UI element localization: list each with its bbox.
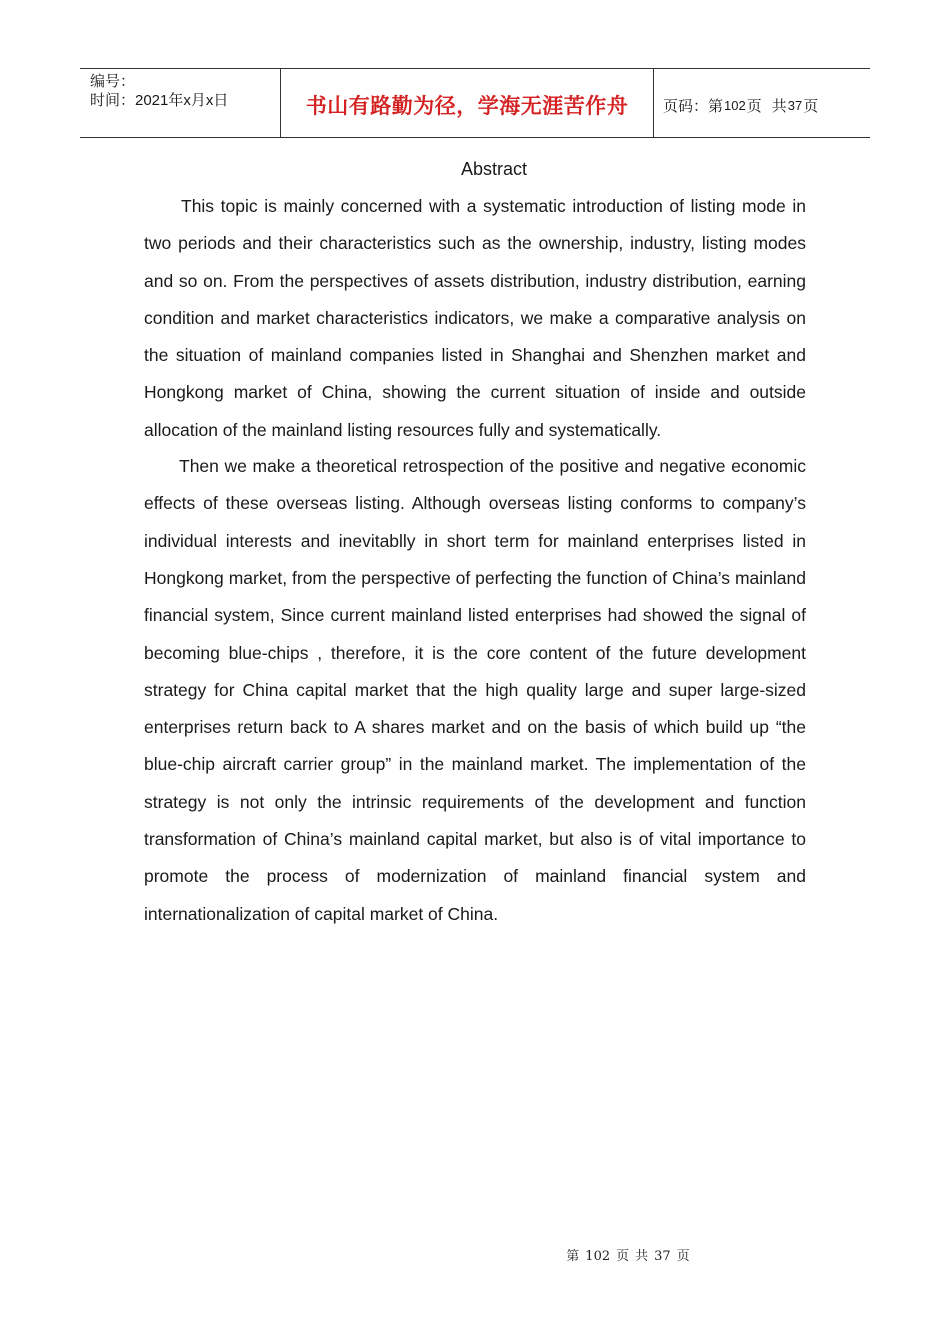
- footer-page-current: 102: [585, 1249, 611, 1264]
- document-title: Abstract: [460, 159, 528, 179]
- document-body: [144, 188, 806, 933]
- footer-total-unit: 页: [676, 1249, 690, 1264]
- paragraph: Then we make a theoretical retrospection of the positive and negative economic effects of these overseas listing. Although overseas listing conforms to company’s individual interests and inevitablly in short term for mainland enterprises listed in Hongkong market, from the perspective of perfecting the function of China’s mainland financial system, Since current mainland listed enterprises had showed the signal of becoming blue-chips , therefore, it is the core content of the future development strategy for China capital market that the high quality large and super large-sized enterprises return back to A shares market and on the basis of which build up “the blue-chip aircraft carrier group” in the mainland market. The implementation of the strategy is not only the intrinsic requirements of the development and function transformation of China’s mainland capital market, but also is of vital importance to promote the process of modernization of mainland financial system and internationalization of capital market of China.: [144, 456, 806, 924]
- serial-number-label: 编号：: [90, 73, 136, 90]
- header-meta-cell: [80, 69, 281, 137]
- page-footer: [0, 1245, 950, 1264]
- header-page-info: [654, 69, 870, 137]
- footer-prefix: 第: [566, 1249, 580, 1264]
- header-page-total: 37: [787, 97, 803, 113]
- page-header: [80, 68, 870, 138]
- footer-unit: 页: [616, 1249, 630, 1264]
- header-total-unit: 页: [803, 97, 819, 115]
- footer-total-label: 共: [635, 1249, 649, 1264]
- header-total-label: 共: [771, 97, 787, 115]
- footer-page-total: 37: [654, 1249, 671, 1264]
- header-page-current: 102: [724, 97, 746, 113]
- header-page-label: 页码：第: [663, 97, 724, 115]
- header-page-unit: 页: [746, 97, 762, 115]
- date-label: 时间：2021年x月x日: [90, 92, 229, 109]
- header-motto: 书山有路勤为径，学海无涯苦作舟: [281, 69, 654, 137]
- paragraph: This topic is mainly concerned with a systematic introduction of listing mode in two periods and their characteristics such as the ownership, industry, listing modes and so on. From the perspectives of assets distribution, industry distribution, earning condition and market characteristics indicators, we make a comparative analysis on the situation of mainland companies listed in Shanghai and Shenzhen market and Hongkong market of China, showing the current situation of inside and outside allocation of the mainland listing resources fully and systematically.: [144, 196, 806, 440]
